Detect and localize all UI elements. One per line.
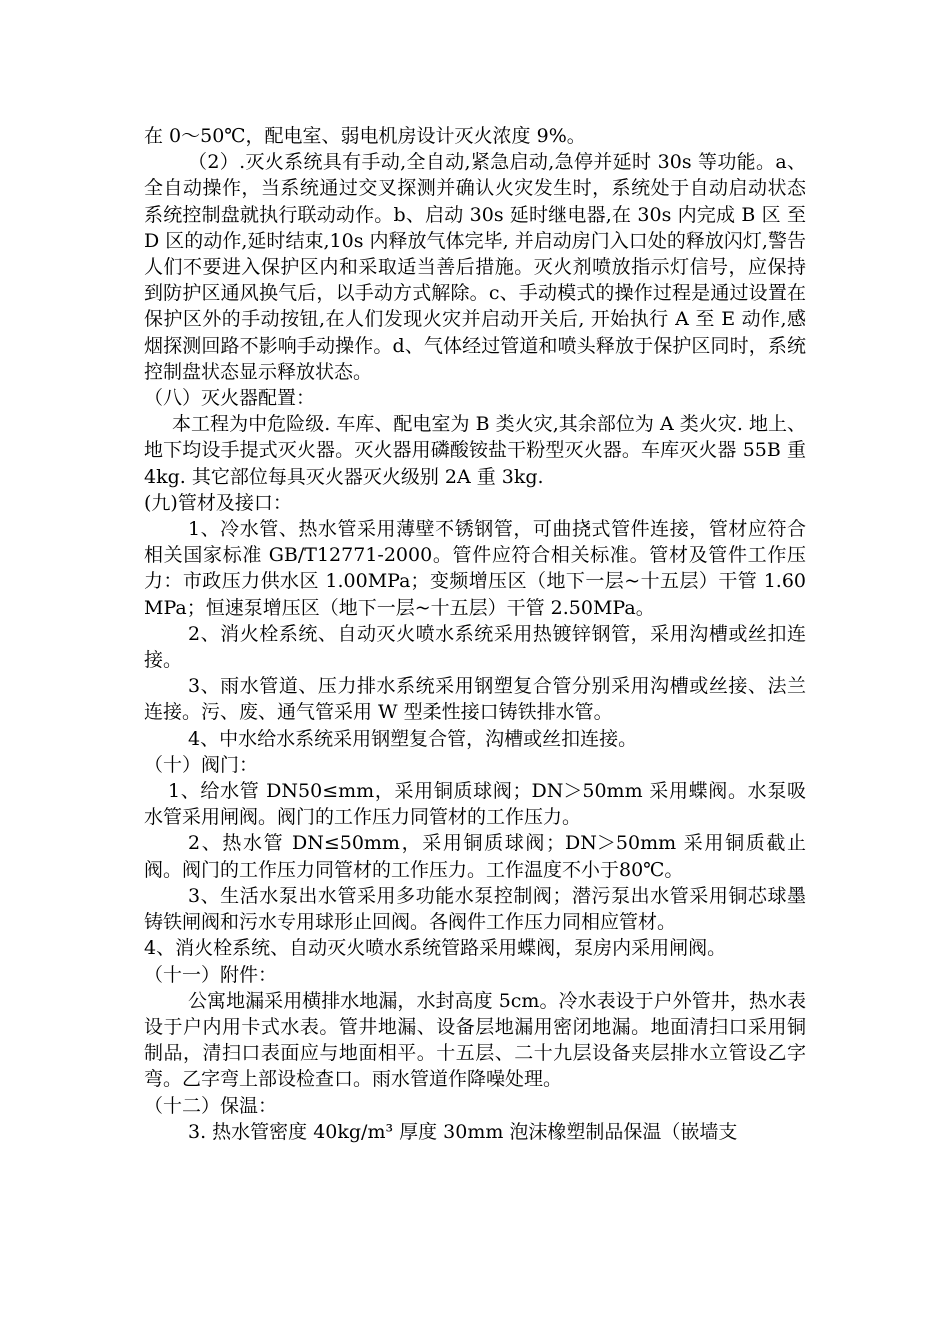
paragraph-fire-system-modes: （2）.灭火系统具有手动,全自动,紧急启动,急停并延时 30s 等功能。a、全自动操作，当系统通过交叉探测并确认火灾发生时，系统处于自动启动状态系统控制盘就执行联动动作。b、启动 30s 延时继电器,在 30s 内完成 B 区 至 D 区的动作,延时结束,10s 内释放气体完毕, 并启动房门入口处的释放闪灯,警告人们不要进入保护区内和采取适当善后措施。灭火剂喷放指示灯信号，应保持到防护区通风换气后，以手动方式解除。c、手动模式的操作过程是通过设置在保护区外的手动按钮,在人们发现火灾并启动开关后, 开始执行 A 至 E 动作,感烟探测回路不影响手动操作。d、气体经过管道和喷头释放于保护区同时，系统控制盘状态显示释放状态。 xyxy=(144,151,806,383)
paragraph-valves-4: 4、消火栓系统、自动灭火喷水系统管路采用蝶阀，泵房内采用闸阀。 xyxy=(144,937,727,960)
paragraph-pipes-1: 1、冷水管、热水管采用薄壁不锈钢管，可曲挠式管件连接，管材应符合相关国家标准 GB/T12771-2000。管件应符合相关标准。管材及管件工作压力：市政压力供水区 1.00MPa；变频增压区（地下一层~十五层）干管 1.60MPa；恒速泵增压区（地下一层~十五层）干管 2.50MPa。 xyxy=(144,518,806,619)
paragraph-fire-concentration: 在 0～50℃，配电室、弱电机房设计灭火浓度 9%。 xyxy=(144,125,586,147)
section-heading-accessories: （十一）附件： xyxy=(144,963,278,986)
paragraph-pipes-3: 3、雨水管道、压力排水系统采用钢塑复合管分别采用沟槽或丝接、法兰连接。污、废、通气管采用 W 型柔性接口铸铁排水管。 xyxy=(144,675,806,724)
document-page xyxy=(144,123,806,1145)
section-heading-insulation: （十二）保温： xyxy=(144,1094,278,1117)
paragraph-accessories: 公寓地漏采用横排水地漏，水封高度 5cm。冷水表设于户外管井，热水表设于户内用卡式水表。管井地漏、设备层地漏用密闭地漏。地面清扫口采用铜制品，清扫口表面应与地面相平。十五层、二十九层设备夹层排水立管设乙字弯。乙字弯上部设检查口。雨水管道作降噪处理。 xyxy=(144,989,806,1091)
section-heading-pipes: (九)管材及接口： xyxy=(144,491,292,514)
paragraph-valves-3: 3、生活水泵出水管采用多功能水泵控制阀；潜污泵出水管采用铜芯球墨铸铁闸阀和污水专用球形止回阀。各阀件工作压力同相应管材。 xyxy=(144,884,806,934)
paragraph-pipes-2: 2、消火栓系统、自动灭火喷水系统采用热镀锌钢管，采用沟槽或丝扣连接。 xyxy=(144,622,806,672)
paragraph-pipes-4: 4、中水给水系统采用钢塑复合管，沟槽或丝扣连接。 xyxy=(188,727,638,750)
section-heading-valves: （十）阀门： xyxy=(144,753,259,776)
paragraph-valves-1: 1、给水管 DN50≤mm，采用铜质球阀；DN＞50mm 采用蝶阀。水泵吸水管采用闸阀。阀门的工作压力同管材的工作压力。 xyxy=(144,780,806,829)
paragraph-valves-2: 2、热水管 DN≤50mm，采用铜质球阀；DN＞50mm 采用铜质截止阀。阀门的工作压力同管材的工作压力。工作温度不小于80℃。 xyxy=(144,832,806,881)
section-heading-extinguishers: （八）灭火器配置： xyxy=(144,387,316,410)
paragraph-insulation-3: 3. 热水管密度 40kg/m³ 厚度 30mm 泡沫橡塑制品保温（嵌墙支 xyxy=(188,1120,738,1143)
paragraph-extinguisher-config: 本工程为中危险级. 车库、配电室为 B 类火灾,其余部位为 A 类火灾. 地上、地下均设手提式灭火器。灭火器用磷酸铵盐干粉型灭火器。车库灭火器 55B 重 4kg. 其它部位每具灭火器灭火级别 2A 重 3kg. xyxy=(144,413,806,488)
